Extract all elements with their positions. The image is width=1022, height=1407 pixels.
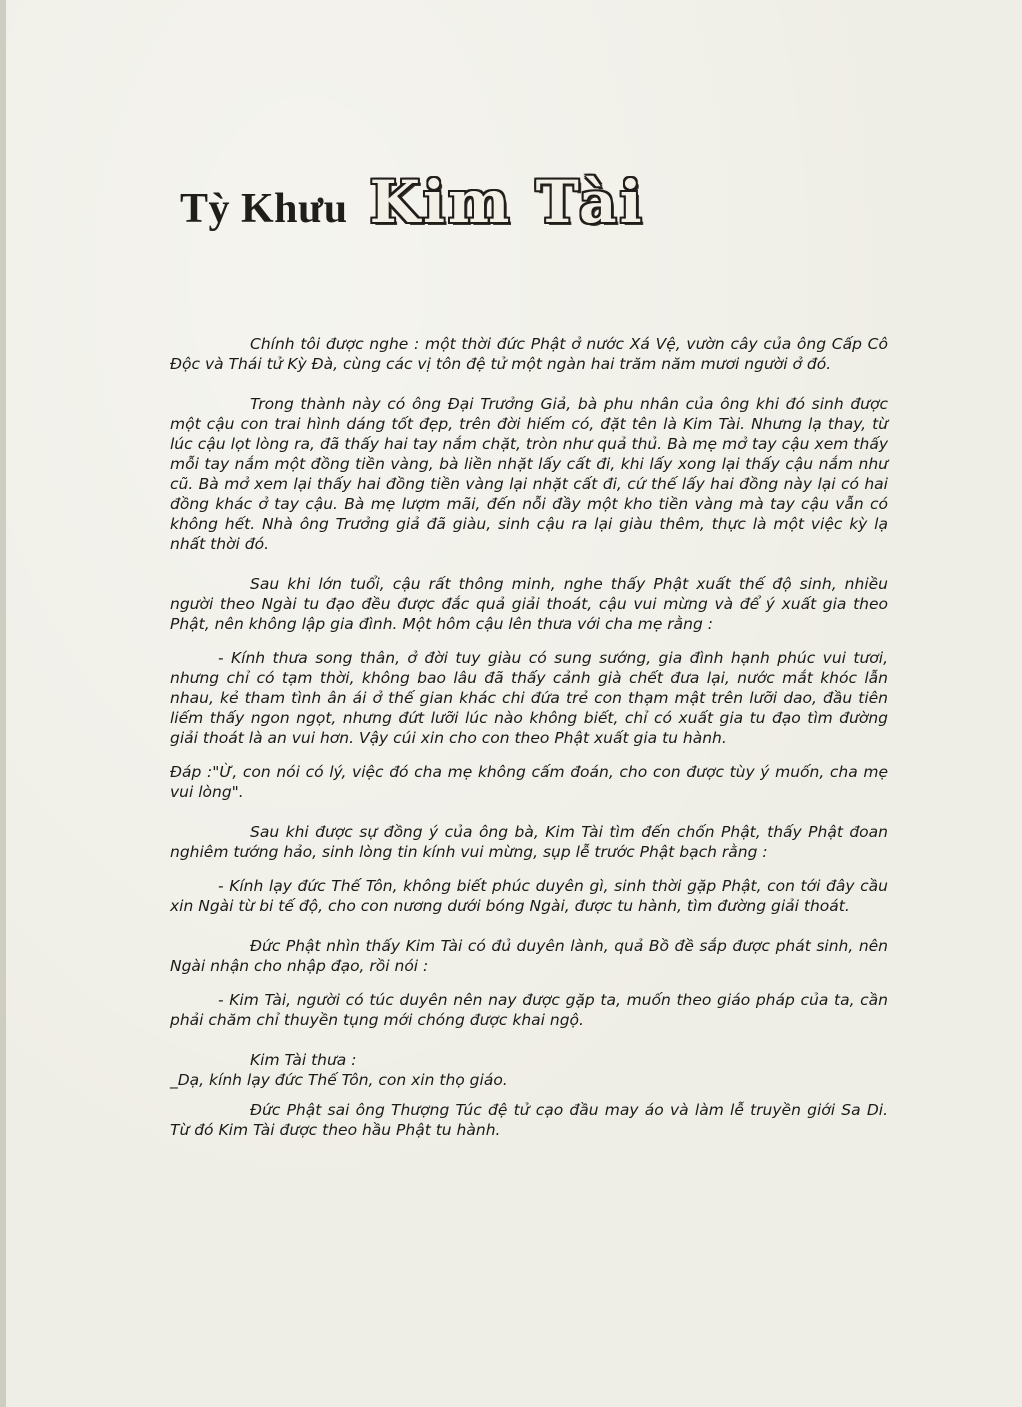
story-body — [170, 334, 888, 1140]
paragraph-7: - Kính lạy đức Thế Tôn, không biết phúc duyên gì, sinh thời gặp Phật, con tới đây cầu xin Ngài từ bi tế độ, cho con nương dưới bóng Ngài, được tu hành, tìm đường giải thoát. — [170, 877, 888, 915]
paragraph-9: - Kim Tài, người có túc duyên nên nay được gặp ta, muốn theo giáo pháp của ta, cần phải chăm chỉ thuyền tụng mới chóng được khai ngộ. — [170, 991, 888, 1029]
paragraph-3: Sau khi lớn tuổi, cậu rất thông minh, nghe thấy Phật xuất thế độ sinh, nhiều người theo Ngài tu đạo đều được đắc quả giải thoát, cậu vui mừng và để ý xuất gia theo Phật, nên không lập gia đình. Một hôm cậu lên thưa với cha mẹ rằng : — [170, 575, 888, 633]
paragraph-6: Sau khi được sự đồng ý của ông bà, Kim Tài tìm đến chốn Phật, thấy Phật đoan nghiêm tướng hảo, sinh lòng tin kính vui mừng, sụp lễ trước Phật bạch rằng : — [170, 823, 888, 861]
paragraph-8: Đức Phật nhìn thấy Kim Tài có đủ duyên lành, quả Bồ đề sắp được phát sinh, nên Ngài nhận cho nhập đạo, rồi nói : — [170, 937, 888, 975]
paragraph-10: Kim Tài thưa : — [250, 1051, 357, 1069]
paragraph-2: Trong thành này có ông Đại Trưởng Giả, bà phu nhân của ông khi đó sinh được một cậu con trai hình dáng tốt đẹp, trên đời hiếm có, đặt tên là Kim Tài. Nhưng lạ thay, từ lúc cậu lọt lòng ra, đã thấy hai tay nắm chặt, tròn như quả thủ. Bà mẹ mở tay cậu xem thấy mỗi tay nắm một đồng tiền vàng, bà liền nhặt lấy cất đi, khi lấy xong lại thấy cậu nắm như cũ. Bà mở xem lại thấy hai đồng tiền vàng lại nhặt cất đi, cứ thế lấy hai đồng này lại có hai đồng khác ở tay cậu. Bà mẹ lượm mãi, đến nỗi đầy một kho tiền vàng mà tay cậu vẫn có không hết. Nhà ông Trưởng giả đã giàu, sinh cậu ra lại giàu thêm, thực là một việc kỳ lạ nhất thời đó. — [170, 395, 888, 553]
paragraph-12: Đức Phật sai ông Thượng Túc đệ tử cạo đầu may áo và làm lễ truyền giới Sa Di. Từ đó Kim Tài được theo hầu Phật tu hành. — [170, 1101, 888, 1139]
title-decorative-text: Kim Tài — [369, 168, 645, 236]
paragraph-5: Đáp :"Ừ, con nói có lý, việc đó cha mẹ không cấm đoán, cho con được tùy ý muốn, cha mẹ vui lòng". — [170, 763, 888, 801]
page-title — [180, 168, 645, 236]
title-plain-text: Tỳ Khưu — [180, 186, 348, 232]
paragraph-4: - Kính thưa song thân, ở đời tuy giàu có sung sướng, gia đình hạnh phúc vui tươi, nhưng chỉ có tạm thời, không bao lâu đã thấy cảnh già chết đưa lại, nước mắt khóc lẫn nhau, kẻ tham tình ân ái ở thế gian khác chi đứa trẻ con thạm mật trên lưỡi dao, đầu tiên liếm thấy ngon ngọt, nhưng đứt lưỡi lúc nào không biết, chỉ có xuất gia tu đạo tìm đường giải thoát là an vui hơn. Vậy cúi xin cho con theo Phật xuất gia tu hành. — [170, 649, 888, 747]
paragraph-11: _Dạ, kính lạy đức Thế Tôn, con xin thọ giáo. — [170, 1071, 508, 1089]
paragraph-1: Chính tôi được nghe : một thời đức Phật ở nước Xá Vệ, vườn cây của ông Cấp Cô Độc và Thái tử Kỳ Đà, cùng các vị tôn đệ tử một ngàn hai trăm năm mươi người ở đó. — [170, 335, 888, 373]
page-edge — [0, 0, 6, 1407]
